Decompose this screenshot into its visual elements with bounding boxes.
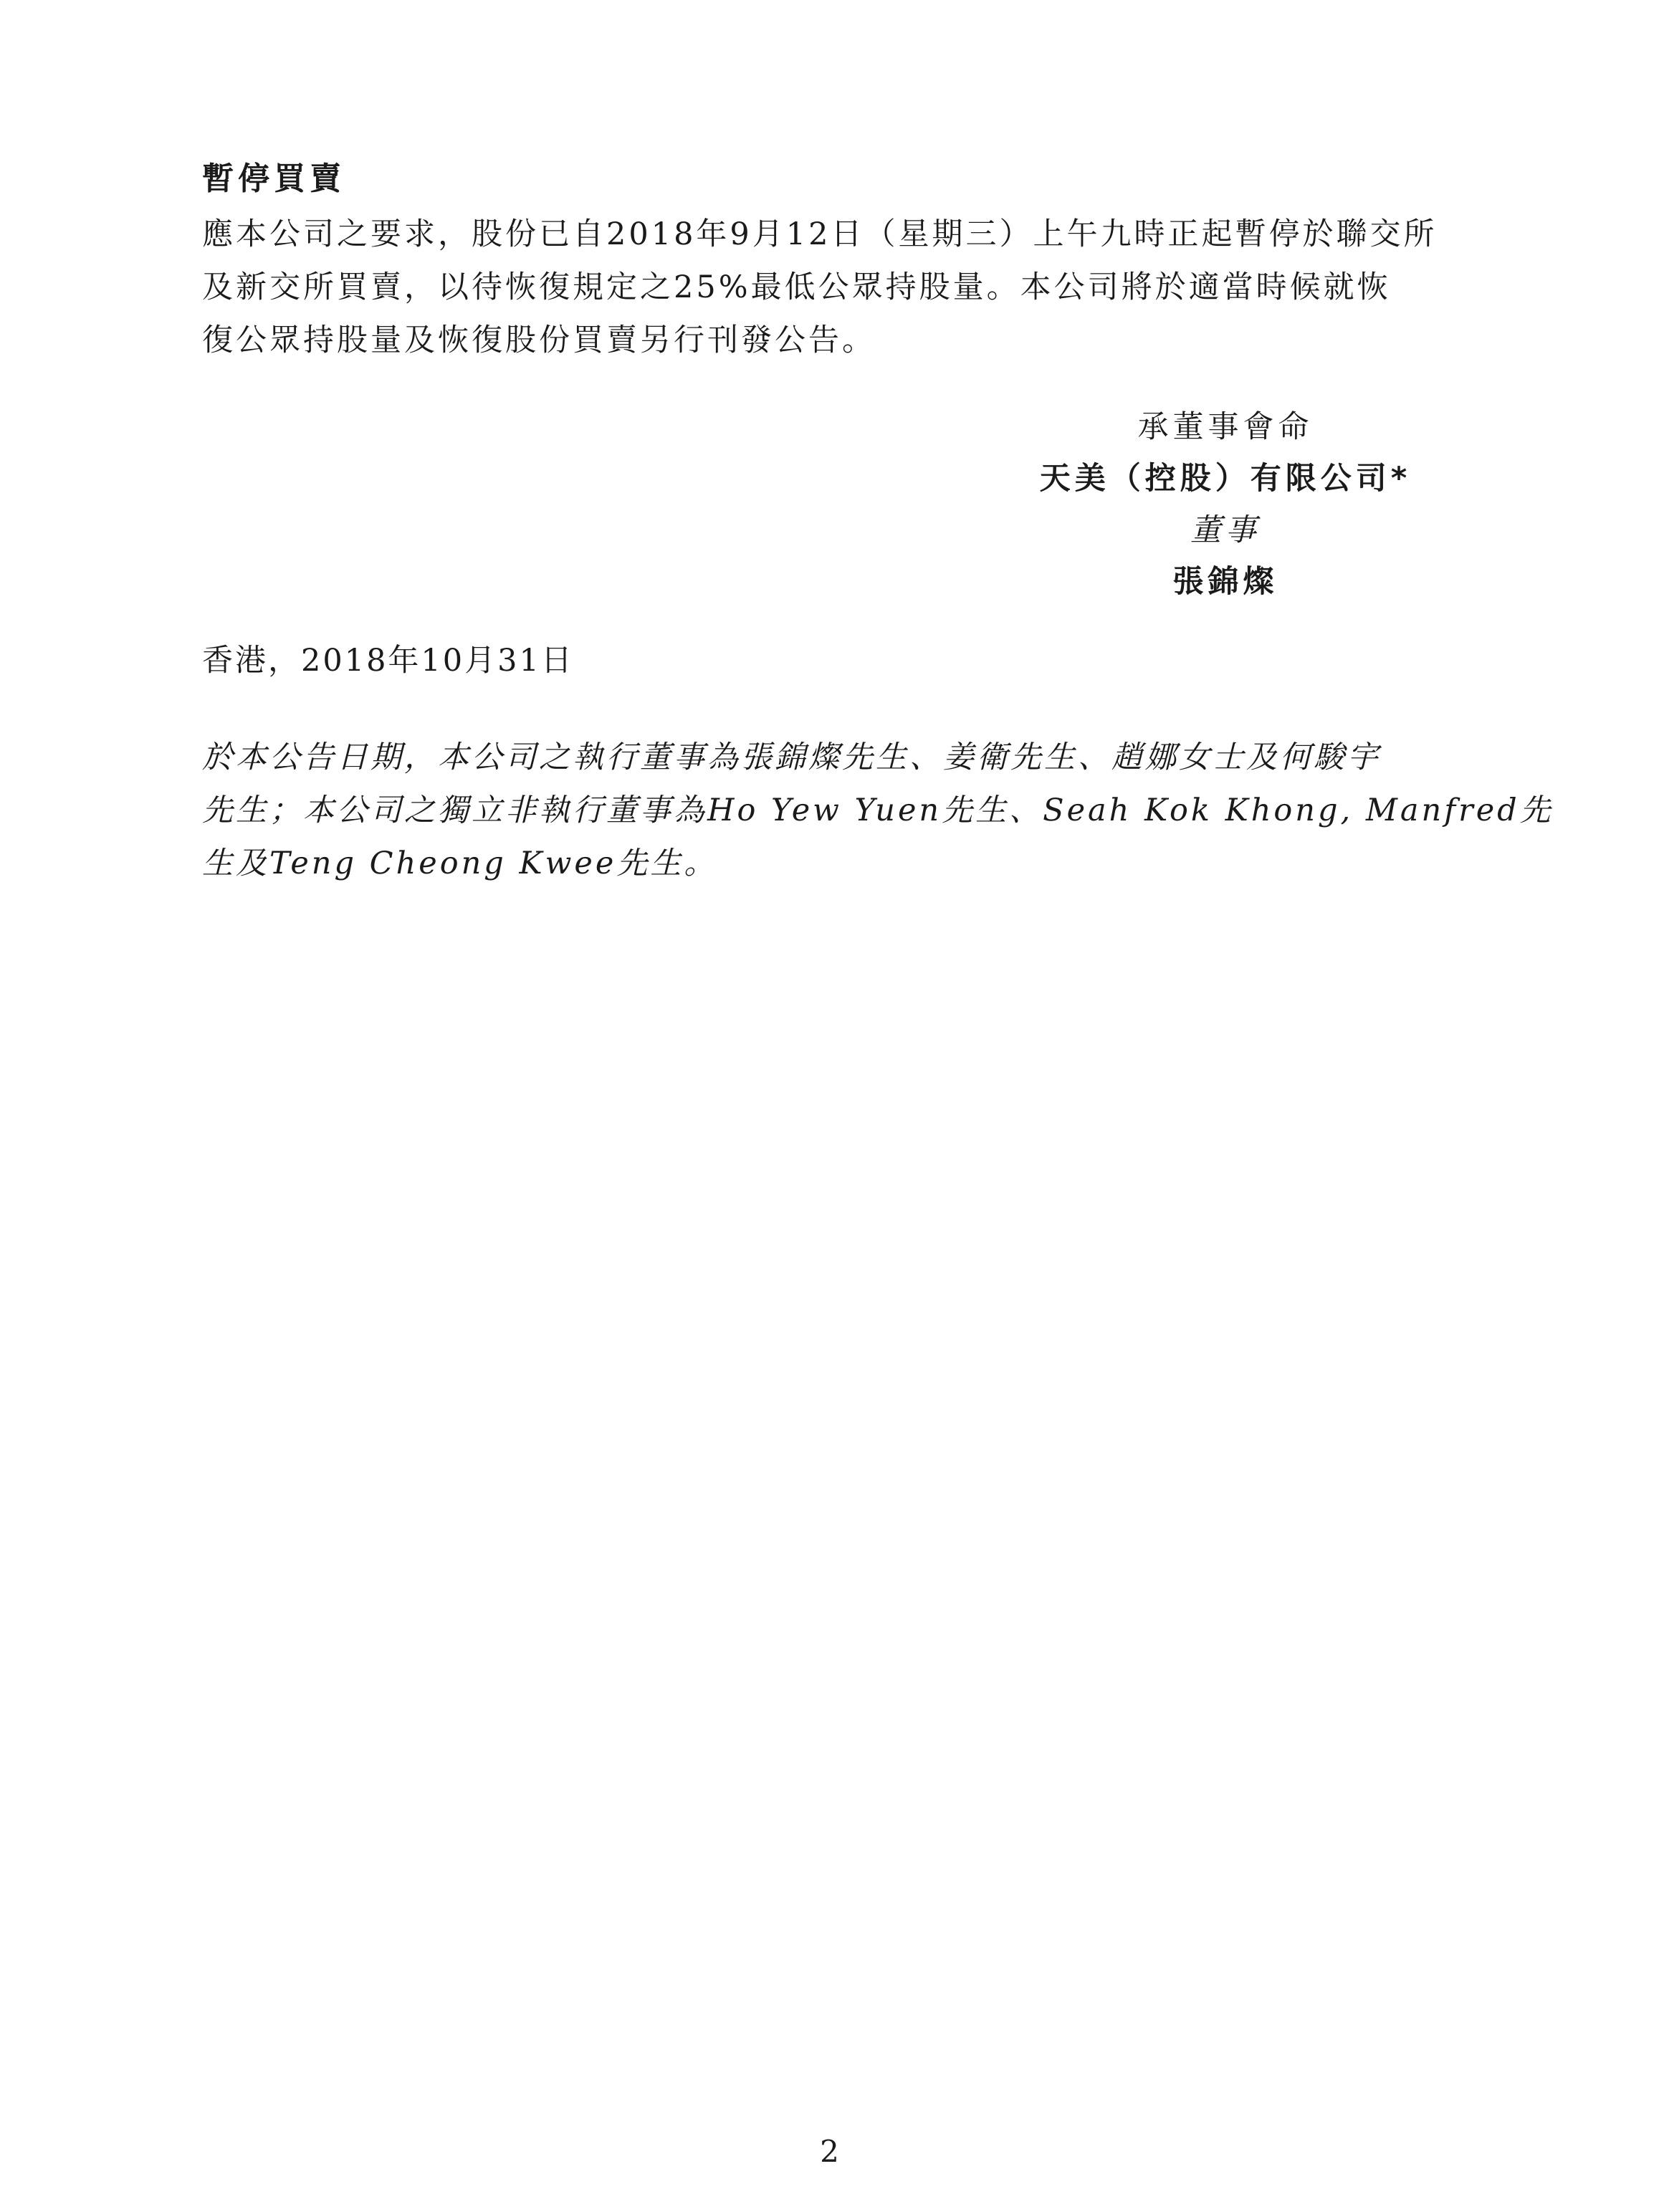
signature-block bbox=[989, 401, 1462, 608]
signatory-title: 董事 bbox=[1190, 512, 1261, 548]
note-line: 先生；本公司之獨立非執行董事為Ho Yew Yuen先生、Seah Kok Khong, Manfred先 bbox=[202, 793, 1554, 828]
company-name: 天美（控股）有限公司* bbox=[1039, 461, 1412, 497]
place-date: 香港，2018年10月31日 bbox=[202, 643, 574, 679]
directors-note bbox=[202, 731, 1554, 890]
signatory-name: 張錦燦 bbox=[1172, 564, 1278, 600]
paragraph-line: 及新交所買賣，以待恢復規定之25%最低公眾持股量。本公司將於適當時候就恢 bbox=[202, 269, 1391, 305]
paragraph-line: 復公眾持股量及恢復股份買賣另行刊發公告。 bbox=[202, 322, 876, 358]
section-heading: 暫停買賣 bbox=[202, 161, 345, 197]
suspension-paragraph bbox=[202, 208, 1471, 367]
page-number: 2 bbox=[820, 2134, 839, 2169]
note-line: 於本公告日期，本公司之執行董事為張錦燦先生、姜衛先生、趙娜女士及何駿宇 bbox=[202, 739, 1381, 775]
by-order-line: 承董事會命 bbox=[1137, 409, 1314, 445]
note-line: 生及Teng Cheong Kwee先生。 bbox=[202, 846, 718, 881]
paragraph-line: 應本公司之要求，股份已自2018年9月12日（星期三）上午九時正起暫停於聯交所 bbox=[202, 216, 1438, 252]
